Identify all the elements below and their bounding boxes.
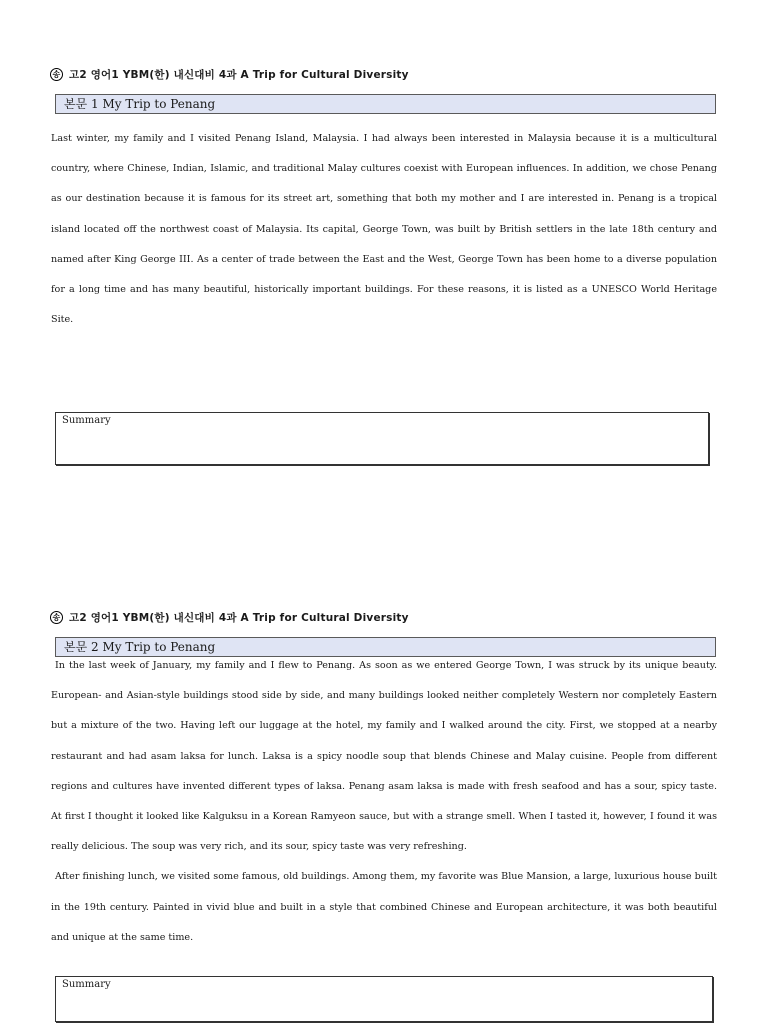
summary-label: Summary (62, 415, 111, 426)
section-2-title: 본문 2 My Trip to Penang (55, 637, 716, 657)
section-2-header (50, 608, 409, 626)
badge-icon: 송 (50, 611, 63, 624)
summary-label: Summary (62, 979, 111, 990)
passage-paragraph: After finishing lunch, we visited some famous, old buildings. Among them, my favorite was Blue Mansion, a large, luxurious house built in the 19th century. Painted in vivid blue and built in a style that combined Chinese and European architecture, it was both beautiful and unique at the same time. (51, 871, 717, 943)
passage-paragraph: Last winter, my family and I visited Penang Island, Malaysia. I had always been interested in Malaysia because it is a multicultural country, where Chinese, Indian, Islamic, and traditional Malay cultures coexist with European influences. In addition, we chose Penang as our destination because it is famous for its street art, something that both my mother and I are interested in. Penang is a tropical island located off the northwest coast of Malaysia. Its capital, George Town, was built by British settlers in the late 18th century and named after King George III. As a center of trade between the East and the West, George Town has been home to a diverse population for a long time and has many beautiful, historically important buildings. For these reasons, it is listed as a UNESCO World Heritage Site. (51, 133, 717, 326)
passage-paragraph: In the last week of January, my family and I flew to Penang. As soon as we entered George Town, I was struck by its unique beauty. European- and Asian-style buildings stood side by side, and many buildings looked neither completely Western nor completely Eastern but a mixture of the two. Having left our luggage at the hotel, my family and I walked around the city. First, we stopped at a nearby restaurant and had asam laksa for lunch. Laksa is a spicy noodle soup that blends Chinese and Malay cuisine. People from different regions and cultures have invented different types of laksa. Penang asam laksa is made with fresh seafood and has a sour, spicy taste. At first I thought it looked like Kalguksu in a Korean Ramyeon sauce, but with a strange smell. When I tasted it, however, I found it was really delicious. The soup was very rich, and its sour, spicy taste was very refreshing. (51, 660, 717, 853)
header-text: 고2 영어1 YBM(한) 내신대비 4과 A Trip for Cultural Diversity (69, 68, 409, 81)
section-2-summary-box[interactable] (55, 976, 713, 1022)
section-1-summary-box[interactable] (55, 412, 709, 465)
badge-icon: 송 (50, 68, 63, 81)
section-1-title: 본문 1 My Trip to Penang (55, 94, 716, 114)
section-1-header (50, 65, 409, 83)
header-text: 고2 영어1 YBM(한) 내신대비 4과 A Trip for Cultural Diversity (69, 611, 409, 624)
section-1-passage (51, 124, 717, 335)
section-2-passage (51, 651, 717, 953)
